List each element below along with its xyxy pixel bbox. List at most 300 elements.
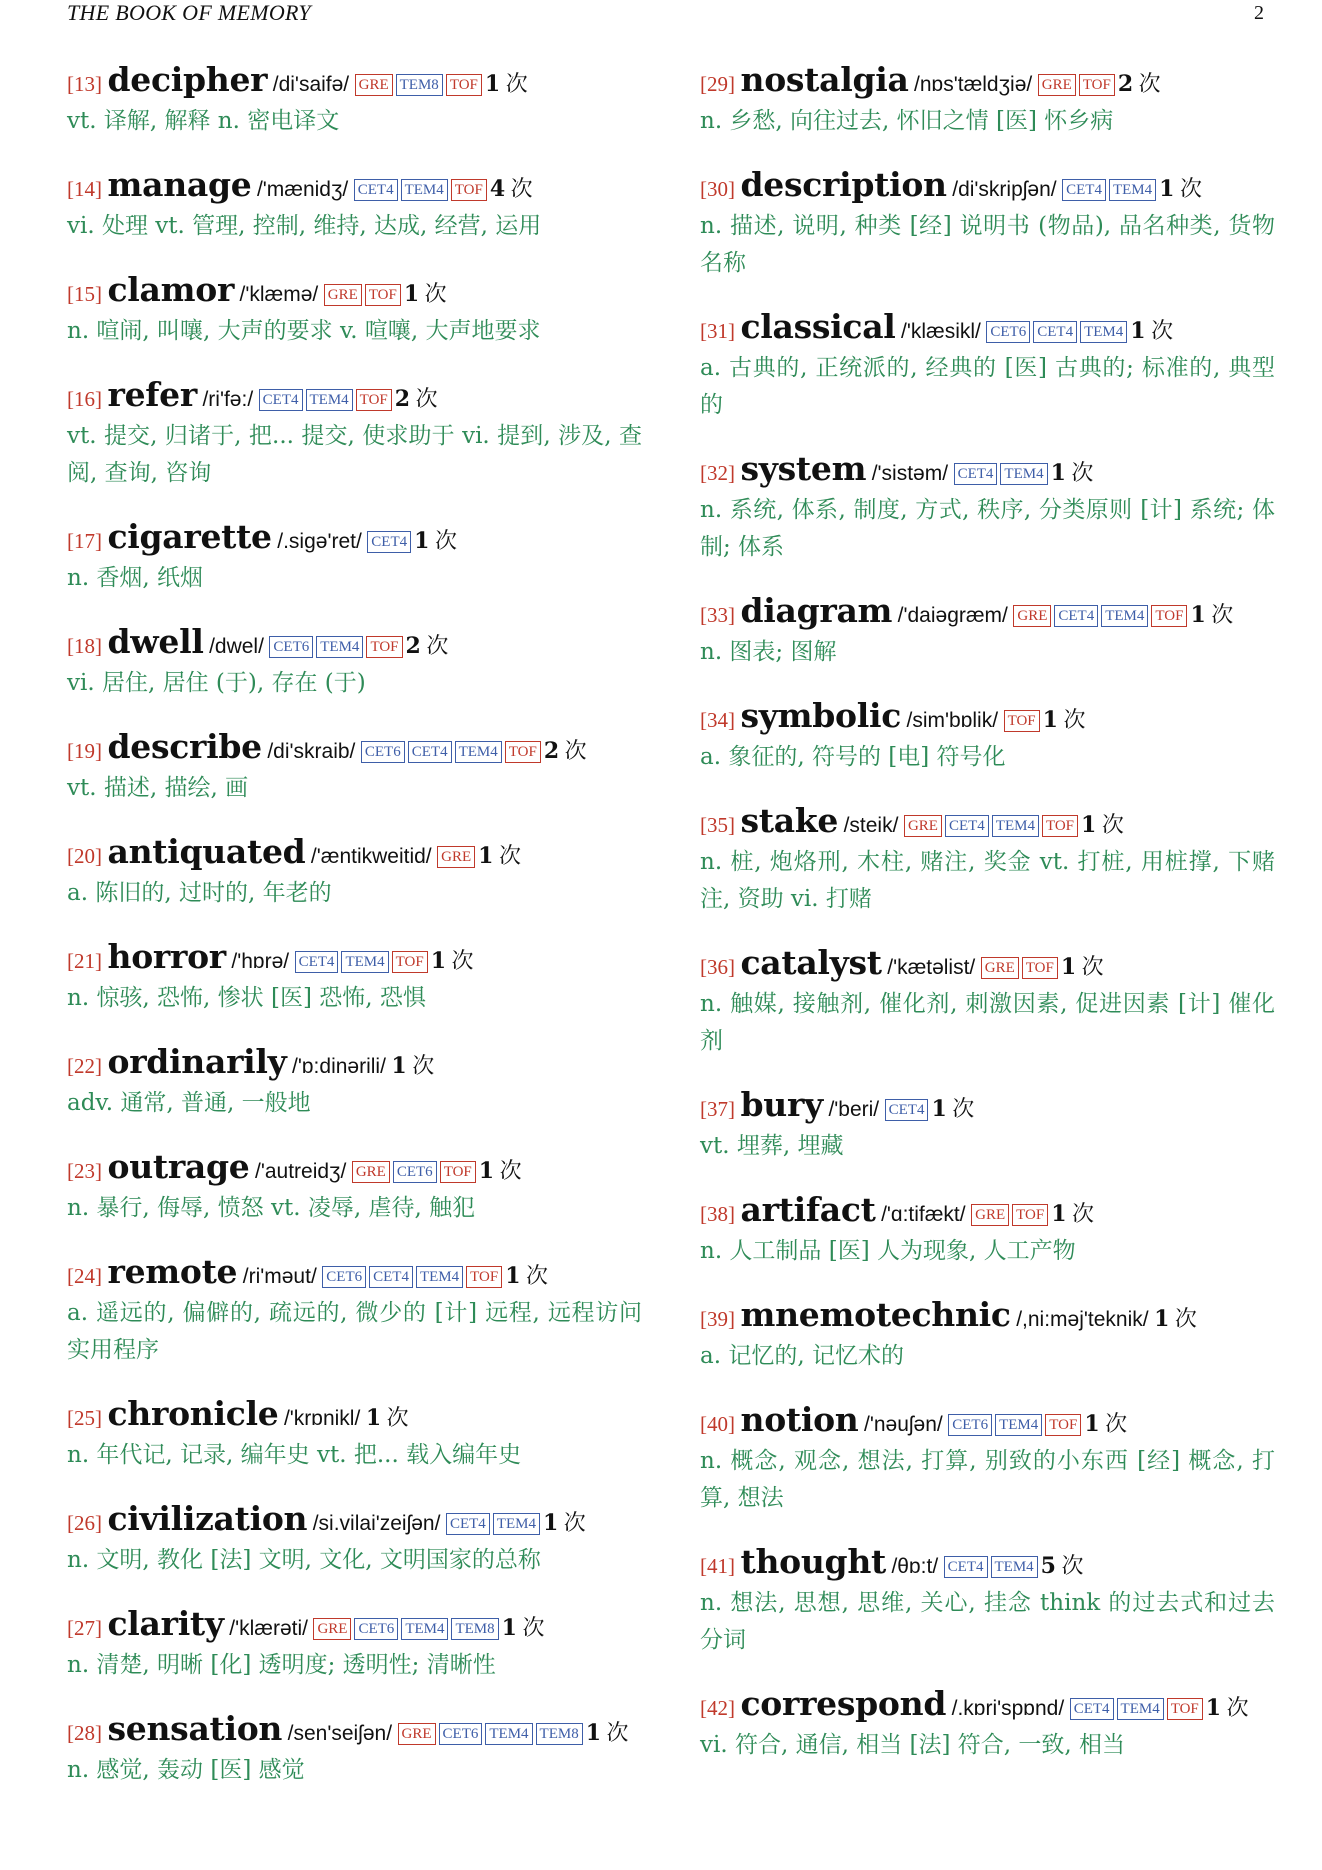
exam-tag-badge: TEM4 [306,389,353,411]
entry-headline [67,1044,642,1085]
exam-tag-badge: TEM4 [401,179,448,201]
phonetic: /'mænidʒ/ [256,178,349,201]
occurrence-count [1043,707,1086,732]
count-value: 1 [430,948,446,974]
exam-tag-badge: CET4 [1062,179,1106,201]
left-column [67,62,642,1789]
entry-number: [14] [67,177,102,201]
phonetic: /'klærəti/ [229,1617,308,1640]
headword: describe [107,727,262,766]
exam-tag-badge: TEM4 [485,1723,532,1745]
entry-number: [15] [67,282,102,306]
exam-tag-badge: CET6 [948,1414,992,1436]
vocab-entry [67,729,642,807]
occurrence-count [1159,176,1202,201]
phonetic: /θɒ:t/ [891,1555,939,1578]
exam-tag-badge: TEM4 [1109,179,1156,201]
headword: catalyst [740,943,882,982]
count-unit: 次 [526,1263,549,1288]
exam-tag-badge: TEM4 [416,1266,463,1288]
definition: vt. 译解, 解释 n. 密电译文 [67,108,340,134]
headword: chronicle [107,1394,279,1433]
entry-headline [700,167,1275,208]
entry-number: [35] [700,813,735,837]
exam-tag-badge: TOF [392,951,428,973]
exam-tag-badge: TOF [1012,1204,1048,1226]
entry-number: [40] [700,1412,735,1436]
headword: civilization [107,1499,308,1538]
vocab-entry [67,1149,642,1227]
count-unit: 次 [1101,812,1124,837]
phonetic: /'klæmə/ [239,283,319,306]
exam-tag-badge: TOF [440,1161,476,1183]
headword: description [740,165,947,204]
occurrence-count [543,1510,586,1535]
headword: nostalgia [740,60,909,99]
count-unit: 次 [952,1096,975,1121]
entry-number: [39] [700,1307,735,1331]
exam-tag-badge: GRE [398,1723,436,1745]
entry-number: [18] [67,634,102,658]
exam-tag-badge: CET6 [322,1266,366,1288]
vocab-entry [700,167,1275,282]
phonetic: /sim'bɒlik/ [906,709,999,732]
entry-headline [67,834,642,875]
count-value: 1 [403,281,420,307]
count-value: 1 [1159,176,1175,202]
exam-tag-badge: TEM4 [316,636,363,658]
exam-tag-badge: TOF [1042,815,1078,837]
exam-tag-badge: CET4 [408,741,452,763]
definition: n. 喧闹, 叫嚷, 大声的要求 v. 喧嚷, 大声地要求 [67,318,541,344]
vocab-entry [700,1544,1275,1659]
headword: notion [740,1400,859,1439]
exam-tag-badge: GRE [904,815,942,837]
entry-number: [32] [700,461,735,485]
entry-headline [67,167,642,208]
occurrence-count [391,1053,434,1078]
occurrence-count [1154,1306,1197,1331]
exam-tag-badge: TOF [1022,957,1058,979]
count-unit: 次 [1071,460,1094,485]
headword: mnemotechnic [740,1295,1011,1334]
entry-headline [67,624,642,665]
vocab-entry [67,624,642,702]
exam-tag-badge: GRE [1013,605,1051,627]
exam-tag-badge: TOF [1167,1698,1203,1720]
vocab-entry [67,1254,642,1369]
exam-tag-badge: CET4 [354,179,398,201]
definition: a. 记忆的, 记忆术的 [700,1343,904,1369]
headword: correspond [740,1684,947,1723]
count-unit: 次 [1174,1306,1197,1331]
book-title: THE BOOK OF MEMORY [67,0,311,25]
vocab-entry [700,1192,1275,1270]
definition: a. 古典的, 正统派的, 经典的 [医] 古典的; 标准的, 典型的 [700,355,1275,418]
entry-number: [42] [700,1696,735,1720]
exam-tag-badge: TOF [1004,710,1040,732]
count-value: 1 [505,1263,521,1289]
vocab-entry [67,1044,642,1122]
count-value: 2 [394,386,411,412]
entry-headline [67,1149,642,1190]
entry-headline [700,1544,1275,1585]
occurrence-count [414,528,457,553]
phonetic: /nɒs'tældʒiə/ [914,73,1033,96]
vocab-entry [67,167,642,245]
count-unit: 次 [1072,1201,1095,1226]
entry-headline [700,593,1275,634]
occurrence-count [1041,1553,1084,1578]
vocab-entry [67,377,642,492]
entry-number: [37] [700,1097,735,1121]
exam-tag-badge: CET6 [361,741,405,763]
definition: n. 描述, 说明, 种类 [经] 说明书 (物品), 品名种类, 货物名称 [700,213,1275,276]
phonetic: /'æntikweitid/ [310,845,432,868]
vocab-entry [67,939,642,1017]
phonetic: /'sistəm/ [871,462,949,485]
entry-number: [29] [700,72,735,96]
count-unit: 次 [424,281,447,306]
headword: sensation [107,1709,283,1748]
entry-headline [67,1711,642,1752]
headword: classical [740,307,896,346]
exam-tag-badge: TOF [356,389,392,411]
phonetic: /,ni:məj'teknik/ [1016,1308,1149,1331]
entry-headline [700,698,1275,739]
occurrence-count [366,1405,409,1430]
occurrence-count [502,1615,545,1640]
count-unit: 次 [606,1720,629,1745]
phonetic: /'daiəgræm/ [897,604,1008,627]
definition: n. 概念, 观念, 想法, 打算, 别致的小东西 [经] 概念, 打算, 想法 [700,1448,1275,1511]
count-value: 1 [1050,460,1066,486]
count-unit: 次 [564,738,587,763]
count-value: 2 [543,738,560,764]
count-value: 1 [478,1158,495,1184]
entry-number: [25] [67,1406,102,1430]
exam-tag-badge: TEM4 [992,815,1039,837]
definition: vi. 处理 vt. 管理, 控制, 维持, 达成, 经营, 运用 [67,213,542,239]
exam-tag-badge: CET6 [354,1618,398,1640]
exam-tag-badge: TEM4 [401,1618,448,1640]
count-value: 1 [414,528,430,554]
entry-number: [28] [67,1721,102,1745]
count-unit: 次 [426,633,449,658]
occurrence-count [1206,1695,1249,1720]
phonetic: /'krɒnikl/ [283,1407,361,1430]
vocab-entry [700,698,1275,776]
entry-headline [67,519,642,560]
entry-number: [30] [700,177,735,201]
count-value: 1 [1042,707,1058,733]
vocab-entry [700,945,1275,1060]
entry-headline [67,1254,642,1295]
occurrence-count [1061,954,1104,979]
definition: vt. 提交, 归诸于, 把... 提交, 使求助于 vi. 提到, 涉及, 查阅, 查询, 咨询 [67,423,642,486]
count-value: 1 [931,1096,947,1122]
count-unit: 次 [412,1053,435,1078]
exam-tag-badge: CET6 [439,1723,483,1745]
right-column [700,62,1275,1764]
exam-tag-badge: TOF [1079,74,1115,96]
exam-tag-badge: CET6 [269,636,313,658]
count-value: 4 [489,176,506,202]
exam-tag-badge: CET4 [945,815,989,837]
headword: artifact [740,1190,876,1229]
exam-tag-badge: GRE [1038,74,1076,96]
phonetic: /'ɒ:dinərili/ [292,1055,386,1078]
occurrence-count [931,1096,974,1121]
count-value: 1 [1205,1695,1222,1721]
exam-tag-badge: CET4 [954,463,998,485]
exam-tag-badge: TEM4 [1000,463,1047,485]
exam-tag-badge: CET4 [1070,1698,1114,1720]
exam-tag-badge: TEM8 [536,1723,583,1745]
exam-tag-badge: TEM4 [493,1513,540,1535]
phonetic: /steik/ [843,814,899,837]
vocab-entry [700,1402,1275,1517]
entry-headline [67,1501,642,1542]
entry-number: [23] [67,1159,102,1183]
vocab-entry [700,1297,1275,1375]
phonetic: /.sigə'ret/ [277,530,362,553]
exam-tag-badge: GRE [971,1204,1009,1226]
exam-tag-badge: CET4 [1054,605,1098,627]
definition: n. 年代记, 记录, 编年史 vt. 把... 载入编年史 [67,1442,522,1468]
occurrence-count [485,71,528,96]
exam-tag-badge: TEM4 [991,1556,1038,1578]
occurrence-count [490,176,533,201]
count-unit: 次 [505,71,528,96]
count-unit: 次 [1211,602,1234,627]
occurrence-count [1051,1201,1094,1226]
occurrence-count [586,1720,629,1745]
exam-tag-badge: TOF [1045,1414,1081,1436]
headword: manage [107,165,252,204]
occurrence-count [404,281,447,306]
definition: n. 暴行, 侮辱, 愤怒 vt. 凌辱, 虐待, 触犯 [67,1195,476,1221]
exam-tag-badge: TEM8 [451,1618,498,1640]
definition: n. 想法, 思想, 思维, 关心, 挂念 think 的过去式和过去分词 [700,1590,1275,1653]
definition: adv. 通常, 普通, 一般地 [67,1090,311,1116]
entry-number: [27] [67,1616,102,1640]
phonetic: /.kɒri'spɒnd/ [951,1697,1065,1720]
count-value: 1 [1081,812,1097,838]
entry-headline [67,1396,642,1437]
count-unit: 次 [563,1510,586,1535]
headword: ordinarily [107,1042,287,1081]
phonetic: /di'skripʃən/ [952,178,1057,201]
definition: n. 人工制品 [医] 人为现象, 人工产物 [700,1238,1076,1264]
definition: n. 乡愁, 向往过去, 怀旧之情 [医] 怀乡病 [700,108,1114,134]
vocab-entry [67,1711,642,1789]
entry-number: [20] [67,844,102,868]
headword: cigarette [107,517,272,556]
exam-tag-badge: CET6 [986,321,1030,343]
exam-tag-badge: TOF [365,284,401,306]
entry-headline [67,1606,642,1647]
occurrence-count [544,738,587,763]
count-value: 2 [1117,71,1134,97]
entry-number: [22] [67,1054,102,1078]
definition: n. 惊骇, 恐怖, 惨状 [医] 恐怖, 恐惧 [67,985,426,1011]
definition: n. 系统, 体系, 制度, 方式, 秩序, 分类原则 [计] 系统; 体制; 体系 [700,497,1275,560]
exam-tag-badge: TOF [451,179,487,201]
vocab-entry [67,519,642,597]
vocab-entry [67,62,642,140]
definition: n. 感觉, 轰动 [医] 感觉 [67,1757,305,1783]
headword: horror [107,937,226,976]
occurrence-count [479,1158,522,1183]
count-value: 1 [1084,1411,1100,1437]
entry-headline [67,272,642,313]
exam-tag-badge: TOF [1151,605,1187,627]
count-unit: 次 [1063,707,1086,732]
entry-headline [700,1297,1275,1338]
occurrence-count [1081,812,1124,837]
count-value: 1 [501,1615,517,1641]
occurrence-count [406,633,449,658]
headword: bury [740,1085,823,1124]
count-value: 5 [1040,1553,1056,1579]
entry-number: [33] [700,603,735,627]
entry-headline [700,1402,1275,1443]
vocab-entry [700,62,1275,140]
vocab-entry [700,309,1275,424]
entry-number: [36] [700,955,735,979]
entry-headline [700,309,1275,350]
count-unit: 次 [510,176,533,201]
headword: symbolic [740,696,902,735]
entry-number: [17] [67,529,102,553]
count-value: 1 [1130,318,1146,344]
definition: n. 文明, 教化 [法] 文明, 文化, 文明国家的总称 [67,1547,541,1573]
entry-number: [21] [67,949,102,973]
phonetic: /ri'məut/ [242,1265,317,1288]
occurrence-count [431,948,474,973]
occurrence-count [1190,602,1233,627]
occurrence-count [1084,1411,1127,1436]
vocab-entry [67,1606,642,1684]
entry-headline [700,945,1275,986]
vocab-entry [67,1501,642,1579]
exam-tag-badge: TOF [446,74,482,96]
entry-headline [67,729,642,770]
count-unit: 次 [498,843,521,868]
count-unit: 次 [1151,318,1174,343]
occurrence-count [505,1263,548,1288]
count-unit: 次 [415,386,438,411]
exam-tag-badge: GRE [352,1161,390,1183]
phonetic: /'kætəlist/ [887,956,976,979]
entry-headline [67,62,642,103]
exam-tag-badge: GRE [355,74,393,96]
count-unit: 次 [499,1158,522,1183]
vocab-entry [700,1087,1275,1165]
headword: clarity [107,1604,224,1643]
count-value: 1 [1190,602,1206,628]
entry-headline [700,62,1275,103]
definition: a. 陈旧的, 过时的, 年老的 [67,880,332,906]
count-unit: 次 [1179,176,1202,201]
count-value: 1 [484,71,501,97]
occurrence-count [395,386,438,411]
occurrence-count [1118,71,1161,96]
count-unit: 次 [1105,1411,1128,1436]
count-value: 1 [542,1510,559,1536]
headword: system [740,449,867,488]
definition: vi. 符合, 通信, 相当 [法] 符合, 一致, 相当 [700,1732,1126,1758]
entry-headline [700,803,1275,844]
exam-tag-badge: CET4 [295,951,339,973]
count-unit: 次 [1226,1695,1249,1720]
entry-number: [31] [700,319,735,343]
entry-number: [16] [67,387,102,411]
vocab-entry [700,1686,1275,1764]
phonetic: /di'skraib/ [267,740,356,763]
exam-tag-badge: GRE [324,284,362,306]
exam-tag-badge: CET4 [885,1099,929,1121]
exam-tag-badge: TEM4 [1080,321,1127,343]
occurrence-count [1130,318,1173,343]
exam-tag-badge: TEM4 [1101,605,1148,627]
headword: diagram [740,591,893,630]
entry-headline [67,939,642,980]
definition: n. 香烟, 纸烟 [67,565,204,591]
count-value: 1 [1051,1201,1067,1227]
count-value: 1 [391,1053,407,1079]
count-unit: 次 [1061,1553,1084,1578]
exam-tag-badge: TEM8 [396,74,443,96]
entry-number: [24] [67,1264,102,1288]
exam-tag-badge: TOF [505,741,541,763]
count-value: 1 [1060,954,1077,980]
headword: decipher [107,60,268,99]
exam-tag-badge: TEM4 [995,1414,1042,1436]
headword: refer [107,375,197,414]
phonetic: /'nəuʃən/ [864,1413,943,1436]
phonetic: /'ɑ:tifækt/ [881,1203,966,1226]
vocab-entry [67,1396,642,1474]
occurrence-count [478,843,521,868]
count-unit: 次 [386,1405,409,1430]
vocab-entry [700,803,1275,918]
headword: remote [107,1252,238,1291]
headword: dwell [107,622,204,661]
phonetic: /'beri/ [828,1098,880,1121]
headword: stake [740,801,839,840]
definition: n. 触媒, 接触剂, 催化剂, 刺激因素, 促进因素 [计] 催化剂 [700,991,1275,1054]
entry-headline [700,451,1275,492]
entry-number: [26] [67,1511,102,1535]
exam-tag-badge: CET4 [944,1556,988,1578]
phonetic: /dwel/ [209,635,264,658]
count-unit: 次 [1081,954,1104,979]
definition: n. 桩, 炮烙刑, 木柱, 赌注, 奖金 vt. 打桩, 用桩撑, 下赌注, 资助 vi. 打赌 [700,849,1275,912]
phonetic: /di'saifə/ [272,73,350,96]
headword: clamor [107,270,235,309]
headword: thought [740,1542,886,1581]
count-value: 1 [478,843,494,869]
entry-number: [34] [700,708,735,732]
definition: n. 图表; 图解 [700,639,837,665]
entry-headline [700,1192,1275,1233]
count-unit: 次 [451,948,474,973]
vocab-entry [67,834,642,912]
definition: vt. 埋葬, 埋藏 [700,1133,844,1159]
exam-tag-badge: CET4 [367,531,411,553]
